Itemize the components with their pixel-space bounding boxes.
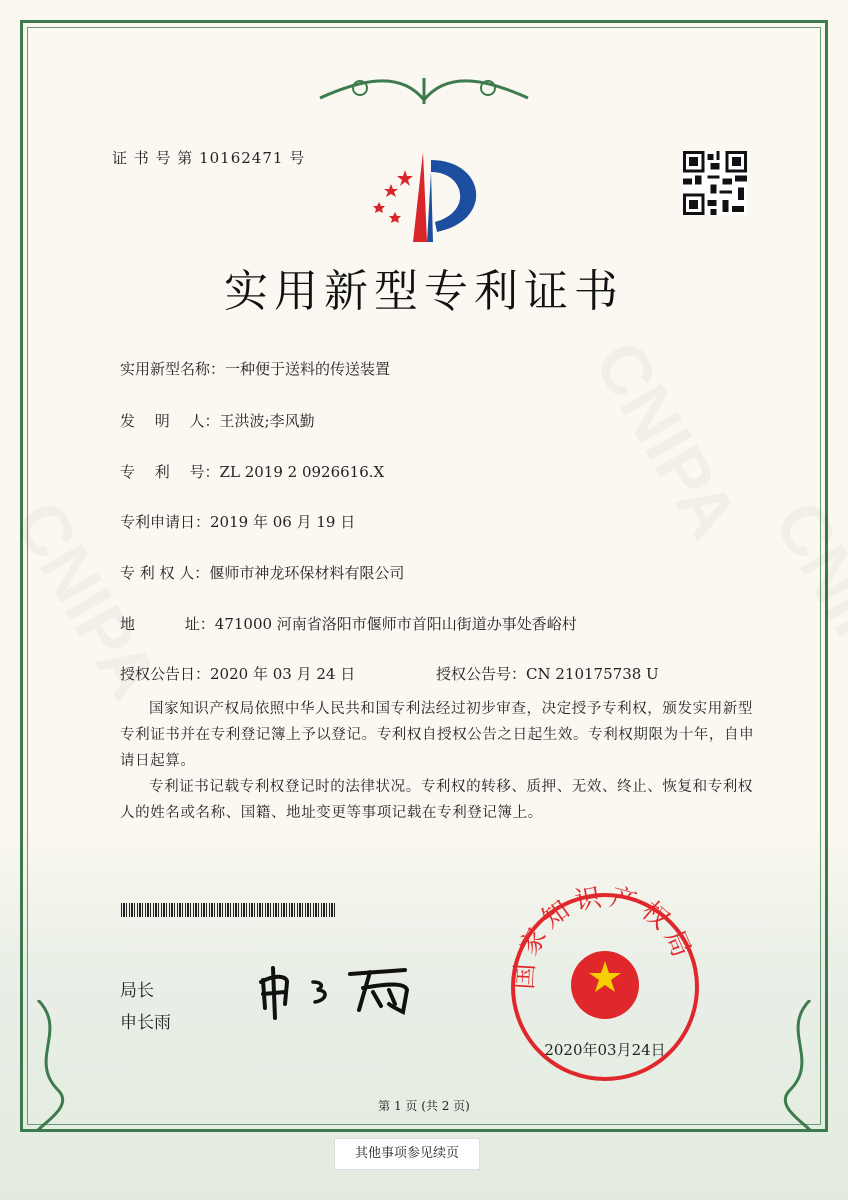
field-value: ZL 2019 2 0926616.X [219, 463, 385, 481]
field-value: 471000 河南省洛阳市偃师市首阳山街道办事处香峪村 [214, 615, 577, 633]
top-ornament [300, 70, 548, 110]
official-seal [505, 875, 705, 1095]
field-label: 实用新型名称： [120, 360, 226, 378]
field-inventors [120, 410, 315, 431]
field-application-date [120, 511, 355, 532]
field-value: CN 210175738 U [526, 665, 659, 683]
field-value: 王洪波;李风勤 [219, 412, 315, 430]
cnipa-logo [365, 150, 490, 245]
field-address [120, 613, 577, 634]
director-title: 局长 [120, 981, 154, 1001]
field-patentee [120, 562, 404, 583]
field-value: 一种便于送料的传送装置 [225, 360, 391, 378]
field-value: 偃师市神龙环保材料有限公司 [209, 564, 405, 582]
signature [255, 960, 435, 1020]
certificate-title: 实用新型专利证书 [224, 266, 624, 317]
certificate-number: 证 书 号 第 10162471 号 [112, 149, 306, 167]
barcode [121, 903, 336, 917]
continuation-note: 其他事项参见续页 [334, 1138, 480, 1170]
seal-date: 2020年03月24日 [544, 1041, 666, 1059]
field-patent-number [120, 461, 384, 482]
field-value: 2019 年 06 月 19 日 [210, 513, 356, 531]
field-label: 授权公告日： [120, 665, 211, 683]
field-label: 专 利 权 人： [120, 564, 210, 582]
seal-text: 国家知识产权局 [509, 881, 699, 991]
field-announcement-number [436, 663, 659, 684]
field-grant-date [120, 663, 355, 684]
field-label: 专利申请日： [120, 513, 211, 531]
field-label: 专 利 号： [120, 463, 220, 481]
field-utility-model-name [120, 358, 390, 379]
page-number: 第 1 页 (共 2 页) [378, 1099, 470, 1113]
field-label: 授权公告号： [436, 665, 527, 683]
paragraph-legal-status: 专利证书记载专利权登记时的法律状况。专利权的转移、质押、无效、终止、恢复和专利权人的姓名或名称、国籍、地址变更等事项记载在专利登记簿上。 [120, 779, 753, 821]
field-value: 2020 年 03 月 24 日 [210, 665, 356, 683]
director-name: 申长雨 [120, 1013, 171, 1033]
qr-code [683, 151, 747, 215]
paragraph-grant: 国家知识产权局依照中华人民共和国专利法经过初步审查，决定授予专利权，颁发实用新型专利证书并在专利登记簿上予以登记。专利权自授权公告之日起生效。专利权期限为十年，自申请日起算。 [120, 701, 755, 769]
field-label: 地 址： [120, 615, 215, 633]
field-label: 发 明 人： [120, 412, 220, 430]
